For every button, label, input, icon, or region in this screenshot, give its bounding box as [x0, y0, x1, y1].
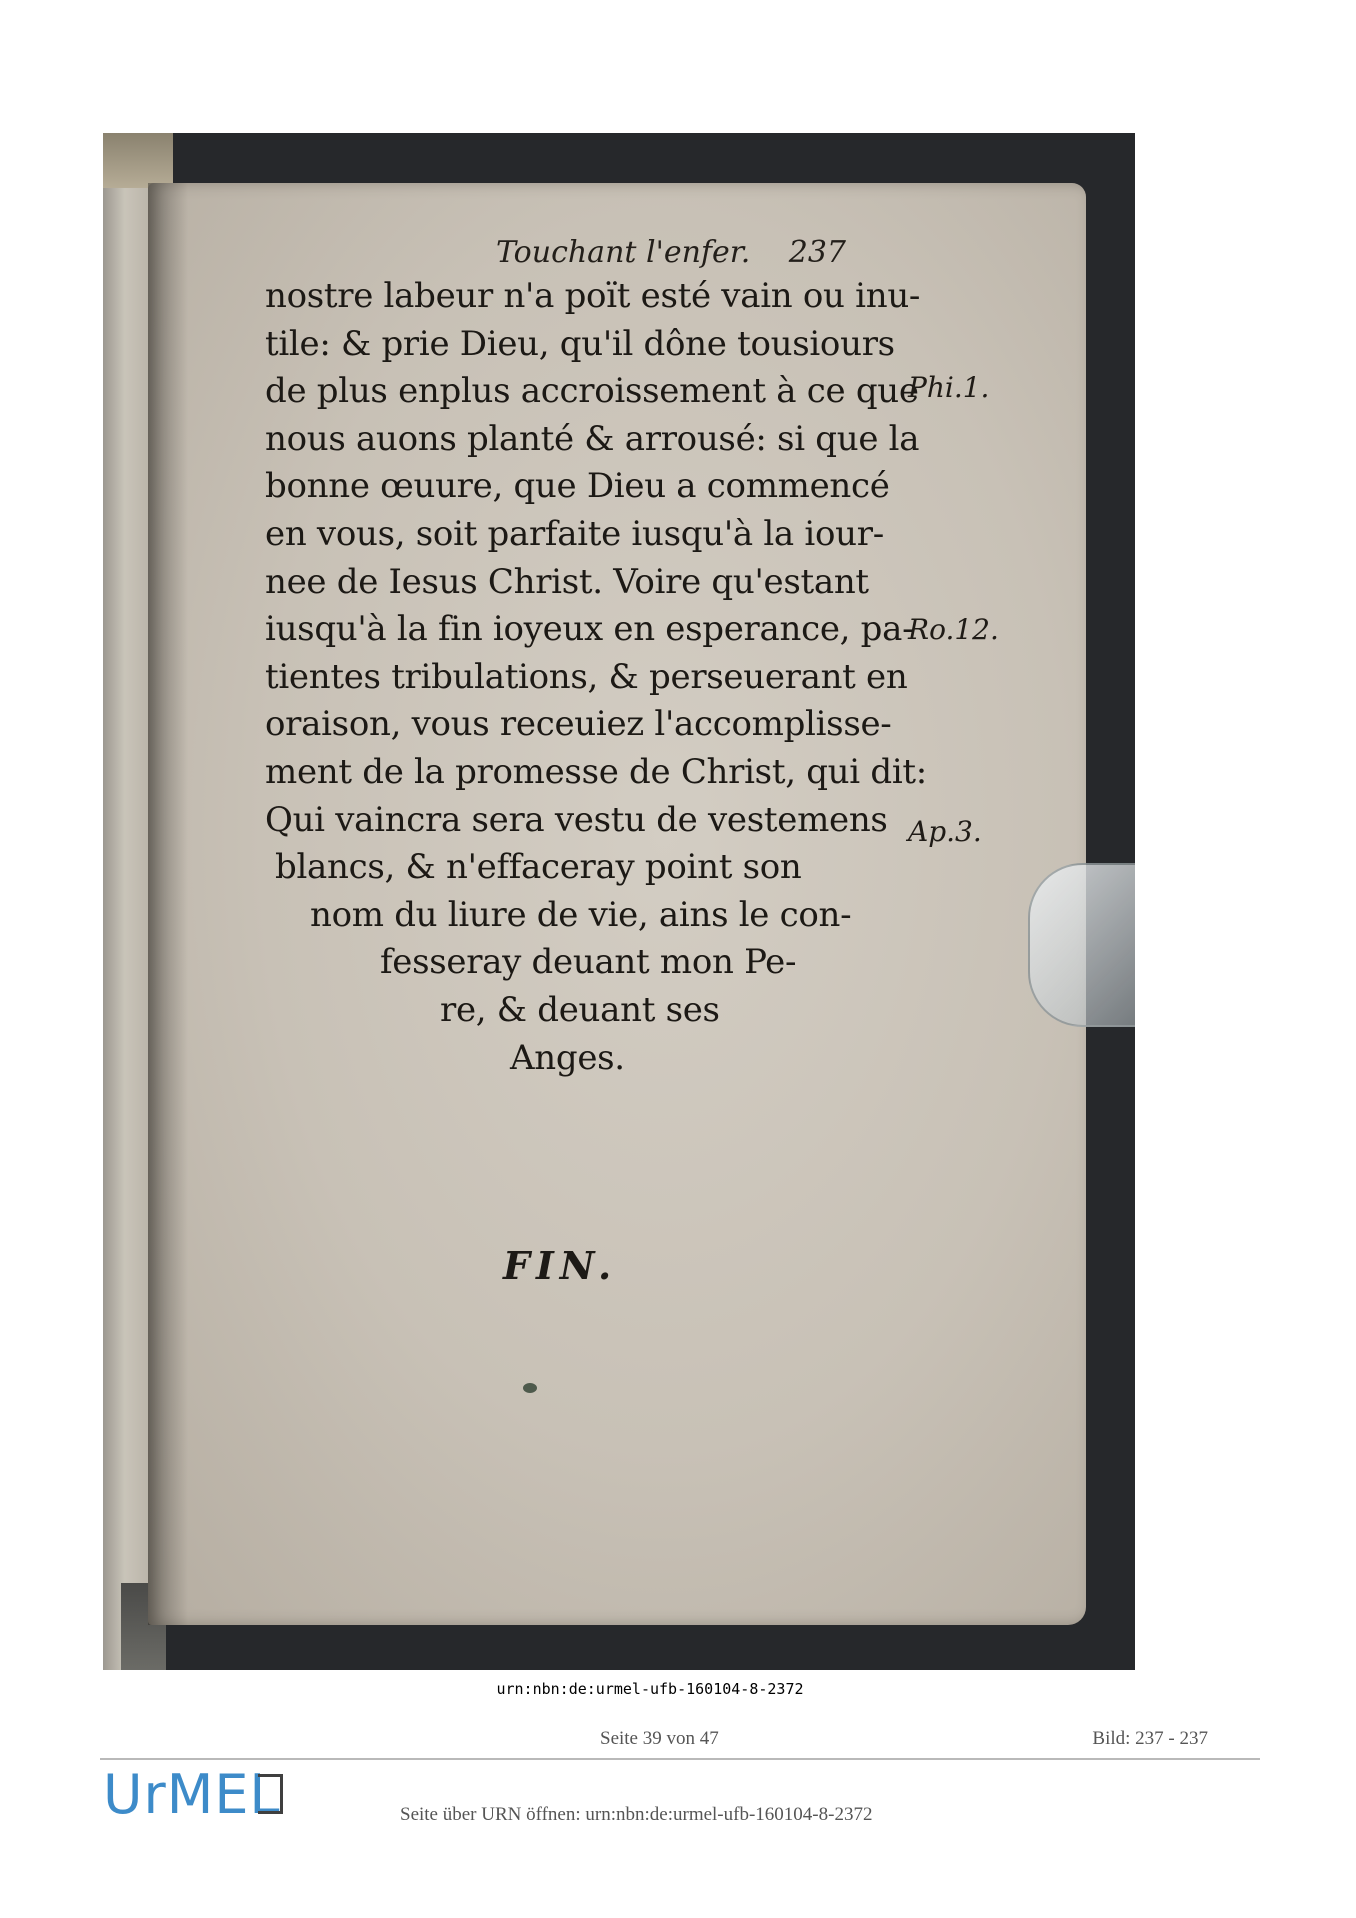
page-number: 237 — [788, 235, 846, 270]
text-line: Qui vaincra sera vestu de vestemens — [265, 799, 888, 840]
urmel-logo: UrMEL — [103, 1763, 281, 1826]
text-line: nostre labeur n'a poït esté vain ou inu- — [265, 276, 921, 316]
image-count: Bild: 237 - 237 — [1092, 1728, 1208, 1749]
finis-mark: FIN. — [503, 1243, 618, 1288]
text-line: tile: & prie Dieu, qu'il dône tousiours — [265, 323, 895, 364]
text-line: bonne œuure, que Dieu a commencé — [265, 466, 890, 507]
gutter-shadow — [148, 183, 188, 1625]
running-head — [386, 235, 846, 275]
scanned-page-image — [103, 133, 1135, 1670]
book-edge-top — [103, 133, 173, 188]
text-line: iusqu'à la fin ioyeux en esperance, pa- — [265, 609, 914, 650]
open-urn-link[interactable]: Seite über URN öffnen: urn:nbn:de:urmel-ufb-160104-8-2372 — [400, 1804, 873, 1825]
page-clip — [1028, 863, 1135, 1027]
text-line: nom du liure de vie, ains le con- — [310, 894, 852, 935]
marginal-note: Ap.3. — [908, 815, 982, 848]
text-line: en vous, soit parfaite iusqu'à la iour- — [265, 513, 884, 554]
logo-bracket-icon — [258, 1774, 283, 1814]
page-ornament — [523, 1383, 537, 1393]
text-line: oraison, vous receuiez l'accomplisse- — [265, 704, 892, 745]
page-count: Seite 39 von 47 — [600, 1728, 719, 1749]
text-line: fesseray deuant mon Pe- — [380, 942, 797, 983]
urn-caption: urn:nbn:de:urmel-ufb-160104-8-2372 — [496, 1680, 804, 1698]
marginal-note: Ro.12. — [908, 613, 999, 646]
text-line: nous auons planté & arrousé: si que la — [265, 418, 920, 459]
text-line: de plus enplus accroissement à ce que — [265, 371, 919, 412]
text-line: re, & deuant ses — [440, 989, 720, 1030]
text-line: ment de la promesse de Christ, qui dit: — [265, 751, 927, 792]
marginal-note: Phi.1. — [908, 371, 990, 404]
running-head-title: Touchant l'enfer. — [496, 235, 751, 270]
text-line: blancs, & n'effaceray point son — [275, 847, 802, 888]
text-line: tientes tribulations, & perseuerant en — [265, 656, 908, 697]
text-line: nee de Iesus Christ. Voire qu'estant — [265, 561, 869, 602]
body-text — [265, 273, 927, 1082]
text-line: Anges. — [510, 1037, 625, 1078]
